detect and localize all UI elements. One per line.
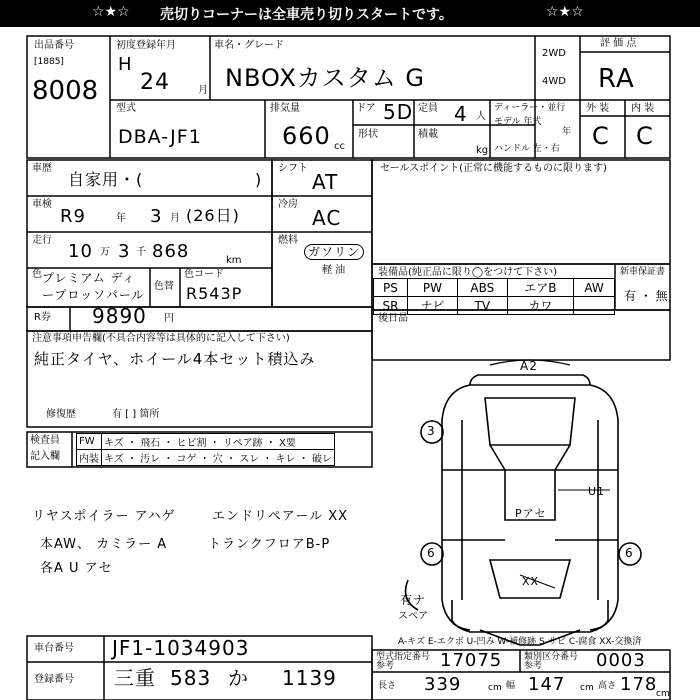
remark-line-1: リヤスポイラー アハゲ	[32, 509, 176, 524]
plate-kana: か	[228, 666, 249, 690]
later-label: 後日品	[378, 313, 408, 324]
length-label: 長さ	[378, 681, 397, 691]
lot-number: 8008	[32, 76, 99, 106]
door-label: ドア	[356, 103, 376, 114]
attention-label: 注意事項申告欄(不具合内容等は具体的に記入して下さい)	[32, 333, 290, 344]
attention-text: 純正タイヤ、ホイール4本セット積込み	[34, 350, 316, 368]
banner-stars-left: ☆★☆	[92, 4, 130, 20]
color-value: プレミアム ディープロッソパール	[42, 271, 145, 302]
typeno-value: 17075	[440, 650, 503, 671]
inspector-label-2: 記入欄	[30, 451, 60, 462]
model-value: DBA-JF1	[118, 126, 202, 148]
class-label: 類別区分番号	[524, 652, 579, 662]
spare-label: スペア	[398, 611, 428, 622]
repair-label: 修復歴	[46, 409, 76, 420]
wd2-label: 2WD	[542, 48, 566, 59]
inspect-month-unit: 月	[170, 213, 180, 224]
fuel-label: 燃料	[278, 235, 298, 246]
r-label: R券	[34, 312, 51, 323]
plate-serial: 1139	[282, 666, 337, 690]
height-unit: cm	[656, 689, 670, 699]
car-diagram	[406, 360, 641, 645]
load-unit: kg	[476, 145, 489, 156]
grade-value: RA	[598, 64, 635, 94]
damage-table	[76, 433, 335, 466]
disp-unit: cc	[334, 141, 345, 152]
legend: A-キズ E-エクボ U-凹み W-補修跡 S-サビ C-腐食 XX-交換済	[398, 637, 642, 647]
shift-value: AT	[312, 170, 339, 194]
warranty-value: 有 ・ 無	[624, 289, 668, 303]
reg-era: H	[118, 54, 133, 75]
banner-stars-right: ☆★☆	[546, 4, 584, 20]
handle-label: ハンドル 左・右	[494, 144, 560, 154]
int-label: 内 装	[631, 103, 655, 114]
diagram-mark-3: 3	[427, 424, 436, 438]
equip-aw: AW	[574, 279, 615, 297]
mileage-label: 走行	[32, 235, 52, 246]
repair-value: 有 [ ] 箇所	[112, 409, 160, 420]
mileage-man: 万	[100, 247, 110, 258]
reg-year: 24	[140, 70, 170, 95]
remark-line-3: 各A U アセ	[40, 561, 113, 576]
model-label: 型式	[116, 103, 136, 114]
equip-ps: PS	[374, 279, 408, 297]
fuel-alt: 軽 油	[322, 265, 346, 276]
equip-sr: SR	[374, 297, 408, 315]
r-value: 9890	[92, 304, 147, 328]
banner-text: 売切りコーナーは全車売り切りスタートです。	[160, 7, 453, 23]
dealer-label: ディーラー・並行	[494, 103, 566, 113]
height-value: 178	[620, 674, 658, 695]
history-label: 車歴	[32, 163, 52, 174]
equip-pw: PW	[407, 279, 457, 297]
diagram-mark-6-left: 6	[427, 546, 436, 560]
length-unit: cm	[488, 683, 502, 693]
inspect-year-unit: 年	[116, 213, 126, 224]
color-label: 色	[32, 269, 42, 280]
disp-label: 排気量	[270, 103, 300, 114]
mileage-1k: 3	[118, 241, 131, 262]
wd4-label: 4WD	[542, 76, 566, 87]
equip-grid	[373, 278, 615, 315]
grade-label: 評 価 点	[600, 38, 637, 49]
plate-pref: 三重	[114, 666, 156, 690]
model-year-label: モデル 年式	[494, 117, 542, 127]
mileage-rest: 868	[152, 241, 190, 262]
diagram-center: Pアセ	[515, 507, 547, 520]
int-value: C	[636, 122, 654, 150]
inspector-label-1: 検査員	[30, 435, 60, 446]
diagram-xx: XX	[522, 575, 540, 588]
fw-label: FW	[77, 434, 102, 450]
ext-label: 外 装	[586, 103, 610, 114]
reg-month-unit: 月	[198, 85, 208, 96]
equip-blank	[574, 297, 615, 315]
remark-line-2b: トランクフロアB-P	[208, 537, 331, 552]
interior-options: キズ ・ 汚レ ・ コゲ ・ 穴 ・ スレ ・ キレ ・ 破レ	[102, 450, 335, 466]
history-close: )	[255, 170, 263, 189]
inspect-day: (26日)	[186, 206, 240, 225]
ac-label: 冷房	[278, 199, 298, 210]
name-label: 車名・グレード	[214, 40, 284, 51]
inspect-label: 車検	[32, 199, 52, 210]
cap-unit: 人	[476, 111, 486, 122]
remark-line-2: 本AW、 カミラー A	[40, 537, 168, 552]
remark-line-1b: エンドリペアール XX	[212, 509, 349, 524]
fuel-value: ガソリン	[304, 244, 364, 260]
equip-label: 装備品(純正品に限り◯をつけて下さい)	[378, 267, 557, 278]
shape-label: 形状	[358, 129, 378, 140]
chassis-value: JF1-1034903	[112, 636, 250, 660]
color-code-label: 色コード	[184, 269, 224, 280]
cap-label: 定員	[418, 103, 438, 114]
equip-navi: ナビ	[407, 297, 457, 315]
mileage-km: km	[226, 255, 242, 266]
fw-options: キズ ・ 飛石 ・ ヒビ割 ・ リペア跡 ・ X要	[102, 434, 335, 450]
class-sub: 参考	[524, 661, 543, 671]
plate-num: 583	[170, 666, 212, 690]
interior-label: 内装	[77, 450, 102, 466]
width-unit: cm	[580, 683, 594, 693]
length-value: 339	[424, 674, 462, 695]
diagram-mark-6-right: 6	[625, 546, 634, 560]
inspect-month: 3	[150, 206, 163, 227]
mileage-10k: 10	[68, 241, 93, 262]
diagram-a2: A2	[520, 359, 538, 373]
typeno-label: 型式指定番号	[376, 652, 431, 662]
ac-value: AC	[312, 206, 342, 230]
color-change-label: 色替	[154, 281, 174, 292]
typeno-sub: 参考	[376, 661, 395, 671]
lot-small: [1885]	[34, 57, 64, 67]
width-value: 147	[528, 674, 566, 695]
history-value: 自家用・(	[68, 170, 144, 189]
plate-label: 登録番号	[34, 674, 74, 685]
ext-value: C	[592, 122, 610, 150]
cap-value: 4	[454, 102, 468, 126]
lot-label: 出品番号	[34, 40, 74, 51]
door-value: 5D	[383, 100, 414, 124]
disp-value: 660	[282, 122, 331, 150]
year-unit: 年	[562, 127, 572, 137]
sales-label: セールスポイント(正常に機能するものに限ります)	[380, 163, 607, 174]
car-name: NBOXカスタム G	[225, 64, 426, 92]
mileage-sen: 千	[136, 247, 146, 258]
color-code-value: R543P	[186, 284, 243, 303]
reg-label: 初度登録年月	[116, 40, 176, 51]
equip-tv: TV	[457, 297, 507, 315]
r-unit: 円	[164, 313, 174, 324]
shift-label: シフト	[278, 163, 308, 174]
inspect-year: R9	[60, 206, 86, 227]
chassis-label: 車台番号	[34, 643, 74, 654]
equip-abs: ABS	[457, 279, 507, 297]
equip-leather: カワ	[507, 297, 573, 315]
width-label: 幅	[506, 681, 516, 691]
height-label: 高さ	[598, 681, 617, 691]
class-value: 0003	[596, 650, 646, 671]
warranty-label: 新車保証書	[620, 267, 666, 277]
load-label: 積載	[418, 129, 438, 140]
equip-airbag: エアB	[507, 279, 573, 297]
spare-value: 有ナ	[400, 593, 427, 607]
diagram-u1: U1	[588, 485, 606, 498]
